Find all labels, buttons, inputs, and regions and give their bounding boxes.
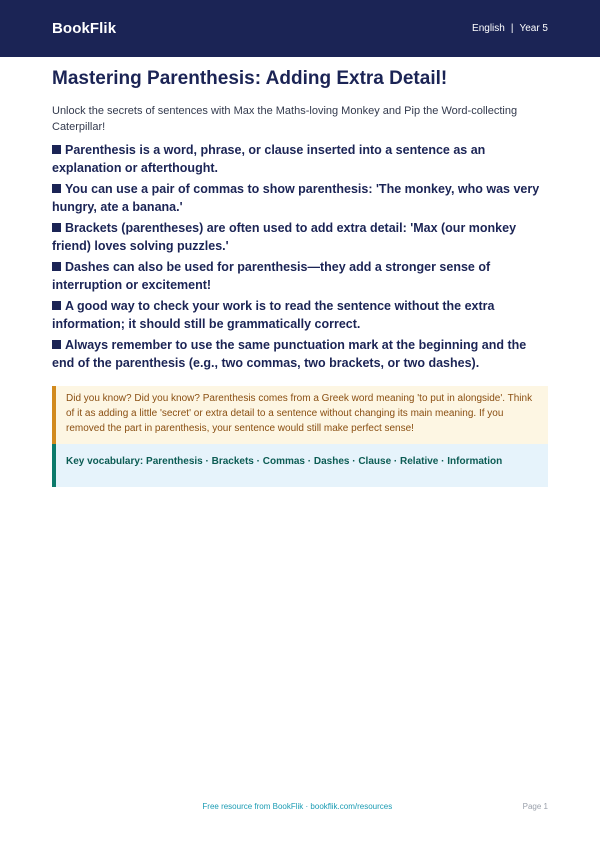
- key-vocabulary-box: Key vocabulary: Parenthesis · Brackets · Commas · Dashes · Clause · Relative · Information: [52, 444, 548, 487]
- key-points-list: [52, 141, 548, 372]
- square-bullet-icon: [52, 223, 61, 232]
- square-bullet-icon: [52, 184, 61, 193]
- meta-separator: |: [510, 23, 514, 34]
- square-bullet-icon: [52, 301, 61, 310]
- square-bullet-icon: [52, 145, 61, 154]
- point-text: Always remember to use the same punctuation mark at the beginning and the end of the parenthesis (e.g., two commas, two brackets, or two dashes).: [52, 337, 527, 370]
- header-meta: [472, 23, 548, 34]
- list-item: [52, 297, 548, 333]
- list-item: [52, 258, 548, 294]
- point-text: Brackets (parentheses) are often used to add extra detail: 'Max (our monkey friend) loves solving puzzles.': [52, 220, 517, 253]
- list-item: [52, 219, 548, 255]
- main-content: [0, 67, 600, 487]
- list-item: [52, 336, 548, 372]
- square-bullet-icon: [52, 262, 61, 271]
- footer-credit-link[interactable]: Free resource from BookFlik · bookflik.com/resources: [202, 802, 393, 811]
- square-bullet-icon: [52, 340, 61, 349]
- page-header: [0, 0, 600, 57]
- point-text: Parenthesis is a word, phrase, or clause inserted into a sentence as an explanation or afterthought.: [52, 142, 486, 175]
- year-label: Year 5: [519, 23, 548, 34]
- point-text: You can use a pair of commas to show parenthesis: 'The monkey, who was very hungry, ate a banana.': [52, 181, 540, 214]
- did-you-know-callout: Did you know? Did you know? Parenthesis comes from a Greek word meaning 'to put in alongside'. Think of it as adding a little 'secret' or extra detail to a sentence without changing its main meaning. If you removed the part in parenthesis, your sentence would still make perfect sense!: [52, 386, 548, 444]
- list-item: [52, 180, 548, 216]
- point-text: Dashes can also be used for parenthesis—they add a stronger sense of interruption or excitement!: [52, 259, 491, 292]
- point-text: A good way to check your work is to read the sentence without the extra information; it should still be grammatically correct.: [52, 298, 495, 331]
- intro-text: Unlock the secrets of sentences with Max the Maths-loving Monkey and Pip the Word-collecting Caterpillar!: [52, 104, 518, 133]
- brand-logo[interactable]: BookFlik: [52, 20, 117, 37]
- page-footer: [52, 802, 548, 811]
- list-item: [52, 141, 548, 177]
- page-title: Mastering Parenthesis: Adding Extra Detail!: [52, 68, 448, 89]
- subject-label: English: [472, 23, 505, 34]
- page-number: Page 1: [522, 802, 548, 811]
